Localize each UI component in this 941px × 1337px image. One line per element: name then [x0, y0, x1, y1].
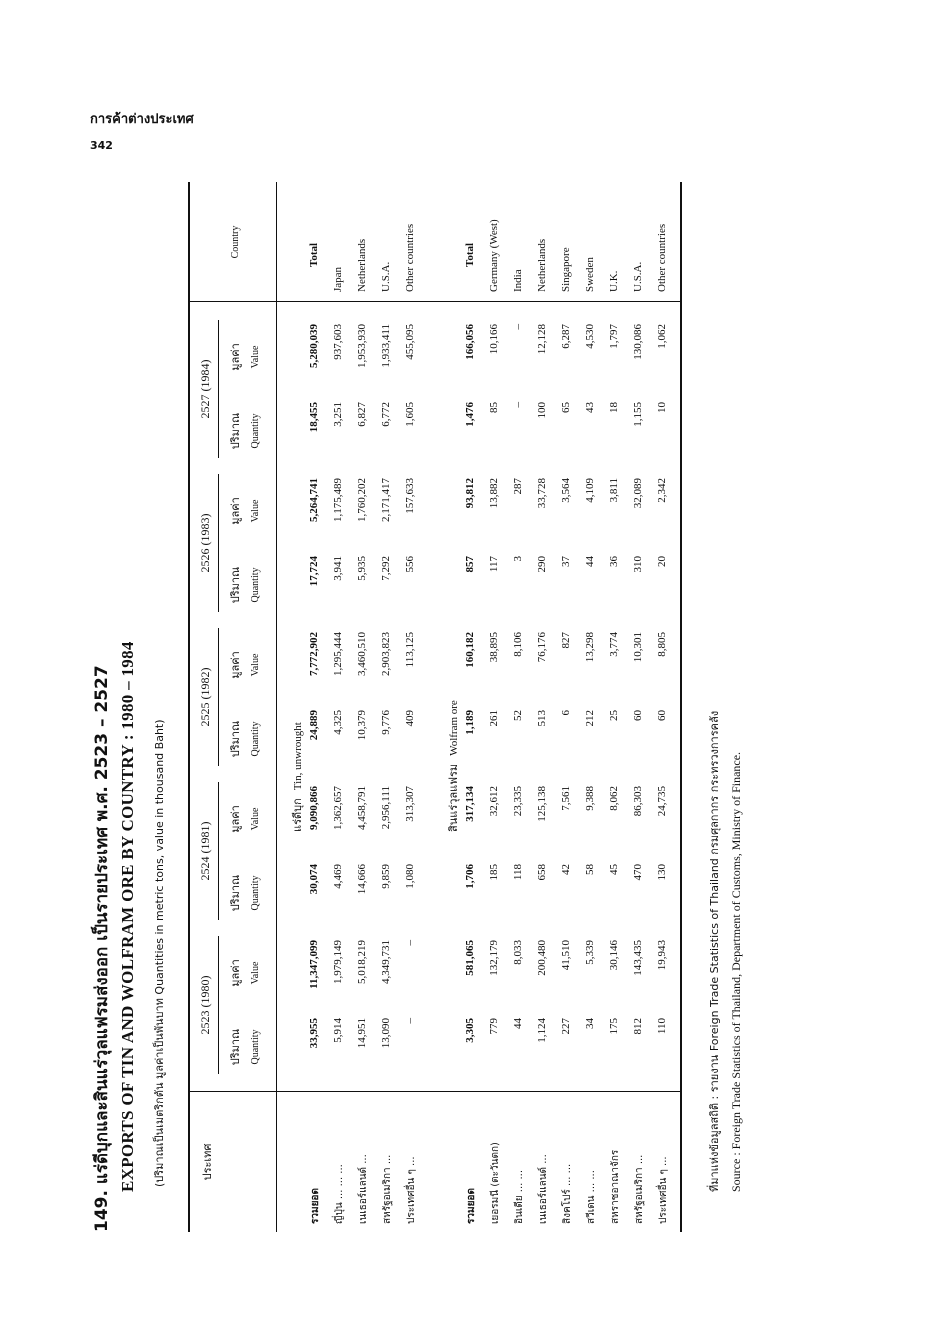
quantity-cell: 24,889 [308, 710, 320, 741]
quantity-cell: 14,951 [356, 1018, 368, 1049]
value-cell: 130,086 [632, 324, 644, 360]
quantity-cell: 10 [656, 402, 668, 413]
value-cell: 5,280,039 [308, 324, 320, 368]
quantity-header-thai: ปริมาณ [229, 566, 242, 604]
row-label-thai: สหรัฐอเมริกา ... [382, 1154, 393, 1224]
table-body [80, 182, 680, 1232]
quantity-cell: 18,455 [308, 402, 320, 433]
value-cell: 157,633 [404, 478, 416, 514]
value-cell: 3,811 [608, 478, 620, 503]
quantity-cell: 36 [608, 556, 620, 567]
value-cell: 2,903,823 [380, 632, 392, 676]
quantity-cell: 85 [488, 402, 500, 413]
row-label-thai: เยอรมนี (ตะวันตก) [490, 1142, 501, 1224]
value-cell: 2,342 [656, 478, 668, 503]
quantity-cell: 34 [584, 1018, 596, 1029]
quantity-cell: 3,941 [332, 556, 344, 581]
value-cell: 3,460,510 [356, 632, 368, 676]
rotated-table-page [80, 182, 780, 1232]
year-header: 2524 (1981) [198, 821, 212, 881]
source-note [705, 711, 750, 1192]
value-cell: – [512, 324, 524, 330]
value-cell: 4,458,791 [356, 786, 368, 830]
quantity-header-thai: ปริมาณ [229, 720, 242, 758]
quantity-cell: 33,955 [308, 1018, 320, 1049]
quantity-cell: 130 [656, 864, 668, 881]
source-thai: ที่มาแห่งข้อมูลสถิติ : รายงาน Foreign Trade Statistics of Thailand กรมศุลกากร กระทรวงการคลัง [708, 710, 721, 1192]
value-cell: 1,797 [608, 324, 620, 349]
value-cell: 2,171,417 [380, 478, 392, 522]
value-cell: 93,812 [464, 478, 476, 509]
quantity-cell: 290 [536, 556, 548, 573]
value-cell: 8,106 [512, 632, 524, 657]
row-label-english: Other countries [404, 223, 416, 292]
value-cell: 41,510 [560, 940, 572, 971]
quantity-cell: 1,706 [464, 864, 476, 889]
section-title-english: Tin, unwrought [292, 722, 304, 791]
value-cell: 1,295,444 [332, 632, 344, 676]
quantity-cell: 3,305 [464, 1018, 476, 1043]
quantity-cell: 5,914 [332, 1018, 344, 1043]
value-cell: 13,298 [584, 632, 596, 663]
value-cell: 160,182 [464, 632, 476, 668]
value-cell: 8,062 [608, 786, 620, 811]
quantity-cell: 513 [536, 710, 548, 727]
row-label-thai: สหรัฐอเมริกา ... [634, 1154, 645, 1224]
year-group-rule [218, 936, 219, 1074]
value-cell: 24,735 [656, 786, 668, 817]
year-header: 2527 (1984) [198, 359, 212, 419]
year-group-rule [218, 474, 219, 612]
quantity-cell: 1,476 [464, 402, 476, 427]
section-name: การค้าต่างประเทศ [90, 112, 194, 127]
table-title-english: EXPORTS OF TIN AND WOLFRAM ORE BY COUNTRY : 1980 – 1984 [118, 641, 137, 1192]
quantity-cell: 658 [536, 864, 548, 881]
value-header-thai: มูลค่า [229, 497, 242, 525]
year-group-rule [218, 628, 219, 766]
year-group-rule [218, 782, 219, 920]
value-cell: 166,056 [464, 324, 476, 360]
value-cell: 581,065 [464, 940, 476, 976]
row-label-english: Germany (West) [488, 219, 500, 292]
quantity-cell: 10,379 [356, 710, 368, 741]
quantity-cell: 65 [560, 402, 572, 413]
row-label-english: India [512, 269, 524, 292]
row-label-thai: รวมยอด [310, 1188, 321, 1224]
country-header-english: Country [230, 225, 241, 259]
row-label-thai: สหราชอาณาจักร [610, 1149, 621, 1224]
quantity-cell: 310 [632, 556, 644, 573]
quantity-cell: 30,074 [308, 864, 320, 895]
section-title-thai: แร่ดีบุก [291, 798, 304, 832]
value-header-english: Value [250, 961, 261, 985]
quantity-cell: 212 [584, 710, 596, 727]
value-cell: 5,264,741 [308, 478, 320, 522]
value-cell: 937,603 [332, 324, 344, 360]
row-label-english: Netherlands [536, 238, 548, 292]
value-cell: 19,943 [656, 940, 668, 971]
quantity-header-english: Quantity [250, 413, 261, 449]
row-label-english: U.S.A. [632, 261, 644, 292]
value-cell: 113,125 [404, 632, 416, 668]
section-title [288, 722, 306, 832]
quantity-cell: 118 [512, 864, 524, 881]
quantity-cell: 52 [512, 710, 524, 721]
value-cell: 4,349,731 [380, 940, 392, 984]
source-english: Source : Foreign Trade Statistics of Thailand, Department of Customs, Ministry of Finance. [729, 751, 743, 1192]
value-cell: – [404, 940, 416, 946]
row-label-thai: สิงคโปร์ ... ... [562, 1163, 573, 1224]
value-cell: 8,033 [512, 940, 524, 965]
quantity-cell: 58 [584, 864, 596, 875]
quantity-cell: 1,080 [404, 864, 416, 889]
quantity-cell: 60 [632, 710, 644, 721]
quantity-cell: 812 [632, 1018, 644, 1035]
row-label-english: U.S.A. [380, 261, 392, 292]
value-cell: 1,760,202 [356, 478, 368, 522]
value-cell: 287 [512, 478, 524, 495]
page-number: 342 [90, 139, 113, 152]
value-cell: 33,728 [536, 478, 548, 509]
value-cell: 1,933,411 [380, 324, 392, 368]
quantity-cell: 117 [488, 556, 500, 573]
row-label-english: Total [308, 242, 320, 267]
quantity-cell: 25 [608, 710, 620, 721]
value-cell: 7,561 [560, 786, 572, 811]
quantity-cell: 100 [536, 402, 548, 419]
quantity-cell: 185 [488, 864, 500, 881]
value-cell: 86,303 [632, 786, 644, 817]
value-cell: 4,109 [584, 478, 596, 503]
quantity-header-thai: ปริมาณ [229, 874, 242, 912]
row-label-english: Japan [332, 266, 344, 292]
quantity-cell: 7,292 [380, 556, 392, 581]
row-label-thai: สวีเดน ... ... [586, 1170, 597, 1224]
quantity-cell: 261 [488, 710, 500, 727]
quantity-cell: 18 [608, 402, 620, 413]
country-header-thai: ประเทศ [201, 1143, 214, 1181]
value-cell: 10,301 [632, 632, 644, 663]
quantity-cell: 42 [560, 864, 572, 875]
value-cell: 1,953,930 [356, 324, 368, 368]
quantity-cell: 17,724 [308, 556, 320, 587]
value-cell: 9,388 [584, 786, 596, 811]
quantity-cell: 6,827 [356, 402, 368, 427]
value-cell: 1,175,489 [332, 478, 344, 522]
quantity-cell: 1,124 [536, 1018, 548, 1043]
value-cell: 6,287 [560, 324, 572, 349]
row-label-english: Netherlands [356, 238, 368, 292]
quantity-cell: 4,325 [332, 710, 344, 735]
table-bottom-rule [680, 182, 682, 1232]
value-cell: 1,362,657 [332, 786, 344, 830]
value-cell: 11,347,099 [308, 940, 320, 989]
value-cell: 132,179 [488, 940, 500, 976]
row-label-english: Total [464, 242, 476, 267]
quantity-cell: 1,605 [404, 402, 416, 427]
row-label-thai: รวมยอด [466, 1188, 477, 1224]
value-cell: 12,128 [536, 324, 548, 355]
quantity-cell: 6 [560, 710, 572, 716]
row-label-thai: เนเธอร์แลนด์ ... [358, 1154, 369, 1224]
quantity-cell: 44 [584, 556, 596, 567]
value-cell: 2,956,111 [380, 786, 392, 830]
quantity-cell: 227 [560, 1018, 572, 1035]
quantity-cell: 3 [512, 556, 524, 562]
value-cell: 317,134 [464, 786, 476, 822]
quantity-cell: 1,189 [464, 710, 476, 735]
quantity-cell: 60 [656, 710, 668, 721]
value-cell: 143,435 [632, 940, 644, 976]
page-header [90, 108, 194, 152]
value-cell: 1,062 [656, 324, 668, 349]
table-title-thai: 149. แร่ดีบุกและสินแร่วุลแฟรมส่งออก เป็นรายประเทศ พ.ศ. 2523 – 2527 [92, 665, 112, 1232]
table-unit-note: (ปริมาณเป็นเมตริกตัน มูลค่าเป็นพันบาท Quantities in metric tons, value in thousand Baht) [153, 719, 166, 1187]
value-cell: 5,018,219 [356, 940, 368, 984]
quantity-cell: 44 [512, 1018, 524, 1029]
row-label-english: Other countries [656, 223, 668, 292]
quantity-cell: 1,155 [632, 402, 644, 427]
row-label-thai: ประเทศอื่น ๆ ... [658, 1156, 669, 1224]
year-header: 2526 (1983) [198, 513, 212, 573]
section-title-english: Wolfram ore [448, 700, 460, 756]
row-label-english: Singapore [560, 247, 572, 292]
quantity-header-thai: ปริมาณ [229, 1028, 242, 1066]
quantity-header-english: Quantity [250, 721, 261, 757]
value-cell: 5,339 [584, 940, 596, 965]
value-header-thai: มูลค่า [229, 805, 242, 833]
value-cell: 76,176 [536, 632, 548, 663]
quantity-cell: – [512, 402, 524, 408]
value-header-english: Value [250, 499, 261, 523]
quantity-header-thai: ปริมาณ [229, 412, 242, 450]
quantity-cell: 110 [656, 1018, 668, 1035]
row-label-thai: ญี่ปุ่น ... ... ... [334, 1164, 345, 1224]
value-cell: 4,530 [584, 324, 596, 349]
value-cell: 23,335 [512, 786, 524, 817]
value-cell: 200,480 [536, 940, 548, 976]
value-cell: 9,090,866 [308, 786, 320, 830]
quantity-header-english: Quantity [250, 567, 261, 603]
row-label-english: Sweden [584, 257, 596, 292]
quantity-cell: – [404, 1018, 416, 1024]
value-cell: 125,138 [536, 786, 548, 822]
quantity-cell: 556 [404, 556, 416, 573]
value-header-english: Value [250, 653, 261, 677]
quantity-cell: 779 [488, 1018, 500, 1035]
quantity-cell: 470 [632, 864, 644, 881]
year-header: 2523 (1980) [198, 975, 212, 1035]
quantity-cell: 9,859 [380, 864, 392, 889]
year-header: 2525 (1982) [198, 667, 212, 727]
value-cell: 3,774 [608, 632, 620, 657]
value-cell: 3,564 [560, 478, 572, 503]
quantity-cell: 45 [608, 864, 620, 875]
value-cell: 10,166 [488, 324, 500, 355]
quantity-cell: 175 [608, 1018, 620, 1035]
section-title [444, 700, 462, 832]
value-header-thai: มูลค่า [229, 651, 242, 679]
value-cell: 827 [560, 632, 572, 649]
quantity-header-english: Quantity [250, 875, 261, 911]
value-header-thai: มูลค่า [229, 343, 242, 371]
quantity-cell: 4,469 [332, 864, 344, 889]
quantity-cell: 37 [560, 556, 572, 567]
value-cell: 38,895 [488, 632, 500, 663]
value-cell: 32,612 [488, 786, 500, 817]
quantity-cell: 6,772 [380, 402, 392, 427]
value-header-thai: มูลค่า [229, 959, 242, 987]
value-header-english: Value [250, 345, 261, 369]
quantity-cell: 20 [656, 556, 668, 567]
value-cell: 13,882 [488, 478, 500, 509]
value-cell: 7,772,902 [308, 632, 320, 676]
row-label-thai: เนเธอร์แลนด์ ... [538, 1154, 549, 1224]
quantity-cell: 9,776 [380, 710, 392, 735]
value-cell: 30,146 [608, 940, 620, 971]
value-cell: 313,307 [404, 786, 416, 822]
year-group-rule [218, 320, 219, 458]
section-title-thai: สินแร่วุลแฟรม [447, 763, 460, 832]
value-cell: 1,979,149 [332, 940, 344, 984]
row-label-english: U.K. [608, 270, 620, 292]
quantity-cell: 857 [464, 556, 476, 573]
quantity-cell: 409 [404, 710, 416, 727]
value-cell: 8,805 [656, 632, 668, 657]
value-header-english: Value [250, 807, 261, 831]
quantity-cell: 3,251 [332, 402, 344, 427]
value-cell: 32,089 [632, 478, 644, 509]
quantity-cell: 14,666 [356, 864, 368, 895]
quantity-cell: 13,090 [380, 1018, 392, 1049]
quantity-cell: 5,935 [356, 556, 368, 581]
row-label-thai: อินเดีย ... ... [514, 1169, 525, 1224]
quantity-header-english: Quantity [250, 1029, 261, 1065]
value-cell: 455,095 [404, 324, 416, 360]
quantity-cell: 43 [584, 402, 596, 413]
row-label-thai: ประเทศอื่น ๆ ... [406, 1156, 417, 1224]
